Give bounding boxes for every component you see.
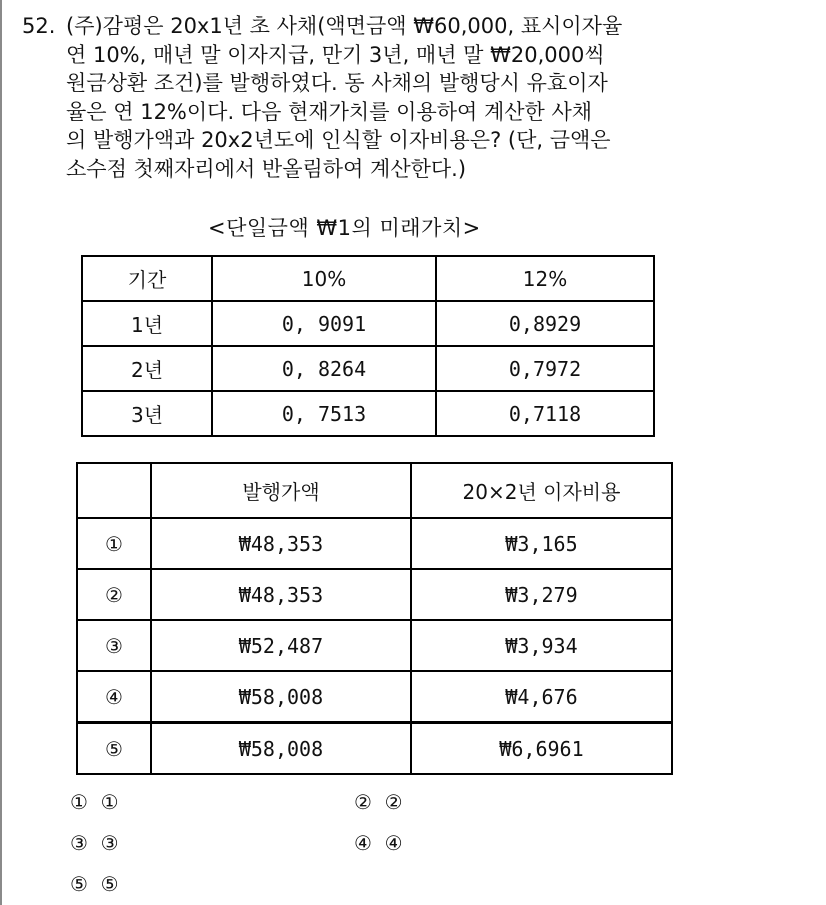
option-marker-cell: ③ [77, 620, 151, 671]
option-marker-cell: ② [77, 569, 151, 620]
header-cell: 12% [436, 256, 654, 301]
header-cell: 발행가액 [151, 463, 411, 518]
table-row [77, 518, 672, 569]
question-line: 원금상환 조건)를 발행하였다. 동 사채의 발행당시 유효이자 [66, 71, 608, 96]
question-block [22, 12, 802, 184]
question-line: 율은 연 12%이다. 다음 현재가치를 이용하여 계산한 사채 [66, 99, 593, 124]
choice-1[interactable] [70, 790, 270, 814]
issue-price-cell: ₩48,353 [151, 569, 411, 620]
left-border-rule [0, 0, 2, 905]
table-row [77, 671, 672, 723]
option-marker-cell: ④ [77, 671, 151, 723]
period-cell: 1년 [82, 301, 212, 346]
table-row [82, 301, 654, 346]
choice-label: ④ [384, 831, 403, 855]
choice-label: ① [100, 790, 119, 814]
option-marker-cell: ⑤ [77, 723, 151, 775]
choice-marker: ① [70, 790, 88, 814]
value-cell: 0, 9091 [212, 301, 436, 346]
question-number: 52. [22, 14, 56, 38]
period-cell: 2년 [82, 346, 212, 391]
choice-marker: ⑤ [70, 872, 88, 896]
choice-marker: ② [354, 790, 372, 814]
table-row [82, 391, 654, 436]
choice-label: ③ [100, 831, 119, 855]
future-value-table [81, 255, 655, 437]
interest-expense-cell: ₩3,165 [411, 518, 672, 569]
interest-expense-cell: ₩3,934 [411, 620, 672, 671]
question-line: 소수점 첫째자리에서 반올림하여 계산한다.) [66, 156, 467, 181]
period-cell: 3년 [82, 391, 212, 436]
table-header-row [82, 256, 654, 301]
future-value-table-caption: <단일금액 ₩1의 미래가치> [208, 216, 481, 240]
header-cell [77, 463, 151, 518]
value-cell: 0, 8264 [212, 346, 436, 391]
issue-price-cell: ₩58,008 [151, 671, 411, 723]
choice-4[interactable] [354, 831, 554, 855]
answer-options-table [76, 462, 673, 775]
table-row [77, 723, 672, 775]
header-cell: 20×2년 이자비용 [411, 463, 672, 518]
choice-marker: ③ [70, 831, 88, 855]
table-row [77, 569, 672, 620]
header-cell: 10% [212, 256, 436, 301]
value-cell: 0, 7513 [212, 391, 436, 436]
question-line: 의 발행가액과 20x2년도에 인식할 이자비용은? (단, 금액은 [66, 128, 611, 153]
interest-expense-cell: ₩4,676 [411, 671, 672, 723]
interest-expense-cell: ₩6,6961 [411, 723, 672, 775]
choice-marker: ④ [354, 831, 372, 855]
header-cell: 기간 [82, 256, 212, 301]
issue-price-cell: ₩58,008 [151, 723, 411, 775]
value-cell: 0,7972 [436, 346, 654, 391]
question-line: 연 10%, 매년 말 이자지급, 만기 3년, 매년 말 ₩20,000씩 [66, 42, 605, 67]
issue-price-cell: ₩48,353 [151, 518, 411, 569]
table-row [82, 346, 654, 391]
value-cell: 0,7118 [436, 391, 654, 436]
choice-2[interactable] [354, 790, 554, 814]
choice-5[interactable] [70, 872, 270, 896]
value-cell: 0,8929 [436, 301, 654, 346]
choice-label: ② [384, 790, 403, 814]
question-line: 52. (주)감평은 20x1년 초 사채(액면금액 ₩60,000, 표시이자율 [22, 12, 802, 41]
option-marker-cell: ① [77, 518, 151, 569]
choice-label: ⑤ [100, 872, 119, 896]
choice-3[interactable] [70, 831, 270, 855]
interest-expense-cell: ₩3,279 [411, 569, 672, 620]
table-row [77, 620, 672, 671]
table-header-row [77, 463, 672, 518]
issue-price-cell: ₩52,487 [151, 620, 411, 671]
